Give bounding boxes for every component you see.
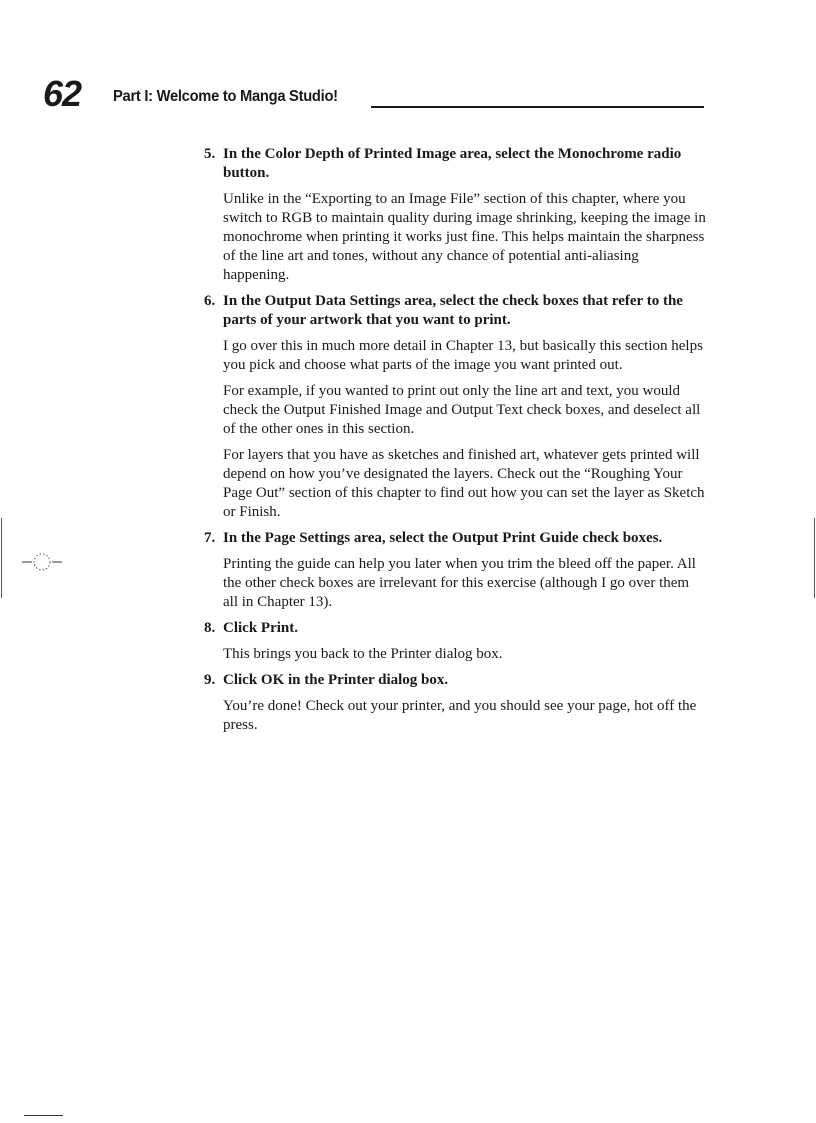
- step-number: 8.: [204, 620, 216, 636]
- step: [204, 671, 706, 735]
- step-heading-text: In the Color Depth of Printed Image area, select the Monochrome radio button.: [223, 146, 682, 181]
- step-heading: [204, 292, 706, 330]
- page-number: 62: [43, 73, 82, 114]
- step-heading-text: Click Print.: [223, 620, 298, 636]
- step-number: 5.: [204, 146, 216, 162]
- step-heading: [204, 671, 706, 690]
- step: [204, 145, 706, 285]
- step-paragraph: You’re done! Check out your printer, and you should see your page, hot off the press.: [223, 698, 697, 733]
- step-paragraph: Unlike in the “Exporting to an Image File” section of this chapter, where you switch to RGB to maintain quality during image shrinking, keeping the image in monochrome when printing it works just fine. This helps maintain the sharpness of the line art and tones, without any chance of potential anti-aliasing happening.: [223, 191, 706, 283]
- step-heading: [204, 619, 706, 638]
- step-paragraph: This brings you back to the Printer dialog box.: [223, 646, 503, 662]
- step: [204, 292, 706, 522]
- step-heading-text: Click OK in the Printer dialog box.: [223, 672, 449, 688]
- left-edge-mark: [1, 518, 2, 598]
- step-heading: [204, 529, 706, 548]
- registration-mark-icon: [22, 546, 64, 581]
- step-paragraph: For layers that you have as sketches and finished art, whatever gets printed will depend on how you’ve designated the layers. Check out the “Roughing Your Page Out” section of this chapter to find out how you can set the layer as Sketch or Finish.: [223, 447, 705, 520]
- step-paragraph: Printing the guide can help you later when you trim the bleed off the paper. All the other check boxes are irrelevant for this exercise (although I go over them all in Chapter 13).: [223, 556, 696, 610]
- footer-rule: [24, 1115, 63, 1116]
- instruction-steps: [204, 145, 706, 735]
- step-heading-text: In the Output Data Settings area, select the check boxes that refer to the parts of your artwork that you want to print.: [223, 293, 683, 328]
- step-paragraph: For example, if you wanted to print out only the line art and text, you would check the Output Finished Image and Output Text check boxes, and deselect all of the other ones in this section.: [223, 383, 701, 437]
- step-paragraph: I go over this in much more detail in Chapter 13, but basically this section helps you pick and choose what parts of the image you want printed out.: [223, 338, 703, 373]
- step-number: 7.: [204, 530, 216, 546]
- step-number: 9.: [204, 672, 216, 688]
- step: [204, 529, 706, 612]
- step-heading-text: In the Page Settings area, select the Output Print Guide check boxes.: [223, 530, 663, 546]
- right-edge-mark: [814, 518, 815, 598]
- header-rule: [371, 106, 704, 108]
- step-heading: [204, 145, 706, 183]
- step: [204, 619, 706, 664]
- step-number: 6.: [204, 293, 216, 309]
- running-head: Part I: Welcome to Manga Studio!: [113, 88, 338, 105]
